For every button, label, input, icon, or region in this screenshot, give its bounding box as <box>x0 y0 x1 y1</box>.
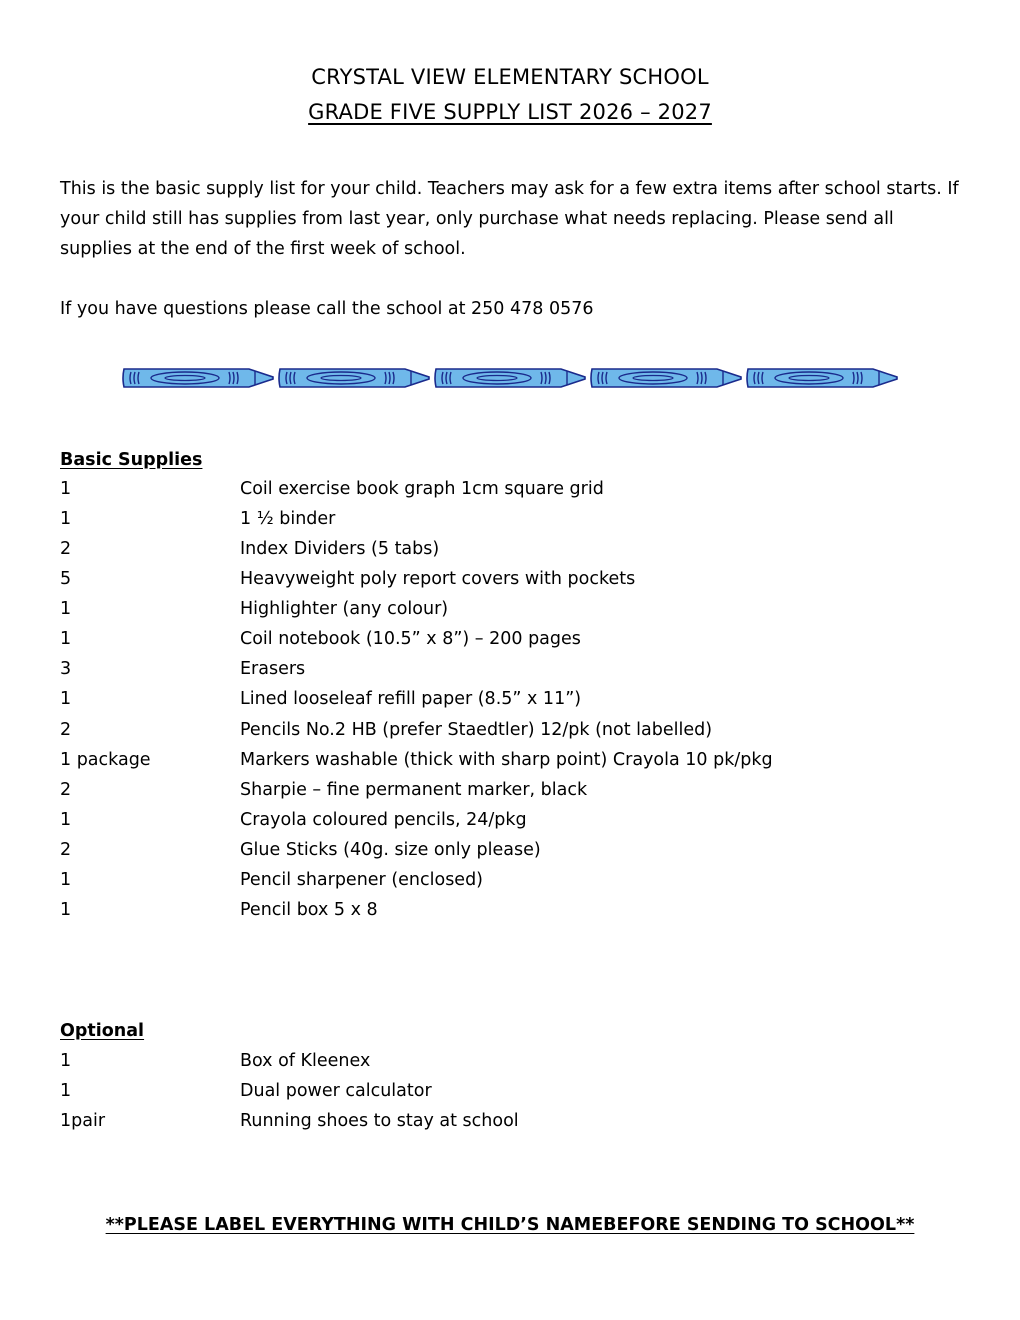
item-quantity: 1 <box>60 509 72 530</box>
list-item <box>60 654 960 684</box>
item-description: Crayola coloured pencils, 24/pkg <box>240 809 527 830</box>
item-description: 1 ½ binder <box>240 509 336 530</box>
item-description: Pencils No.2 HB (prefer Staedtler) 12/pk (not labelled) <box>240 719 713 740</box>
label-notice: **PLEASE LABEL EVERYTHING WITH CHILD’S NAMEBEFORE SENDING TO SCHOOL** <box>105 1215 915 1235</box>
list-item <box>60 594 960 624</box>
item-description: Running shoes to stay at school <box>240 1111 519 1132</box>
crayon-icon <box>279 369 429 387</box>
item-quantity: 2 <box>60 719 72 740</box>
list-item <box>60 775 960 805</box>
item-quantity: 1 <box>60 599 72 620</box>
list-item <box>60 1046 960 1076</box>
item-description: Coil notebook (10.5” x 8”) – 200 pages <box>240 629 581 650</box>
item-quantity: 1 <box>60 869 72 890</box>
basic-supplies-list <box>60 474 960 925</box>
item-quantity: 5 <box>60 569 72 590</box>
item-quantity: 1 package <box>60 749 151 770</box>
list-title-wrapper <box>0 98 1020 126</box>
item-description: Markers washable (thick with sharp point) Crayola 10 pk/pkg <box>240 749 773 770</box>
item-quantity: 2 <box>60 839 72 860</box>
item-description: Index Dividers (5 tabs) <box>240 539 440 560</box>
item-quantity: 1pair <box>60 1111 106 1132</box>
item-quantity: 1 <box>60 629 72 650</box>
item-quantity: 1 <box>60 809 72 830</box>
list-item <box>60 684 960 714</box>
optional-list <box>60 1046 960 1136</box>
item-description: Heavyweight poly report covers with pockets <box>240 569 636 590</box>
crayon-icon <box>591 369 741 387</box>
item-quantity: 1 <box>60 689 72 710</box>
item-quantity: 1 <box>60 899 72 920</box>
list-item <box>60 534 960 564</box>
item-quantity: 2 <box>60 539 72 560</box>
item-description: Glue Sticks (40g. size only please) <box>240 839 541 860</box>
crayon-icon <box>123 369 273 387</box>
item-description: Pencil sharpener (enclosed) <box>240 869 484 890</box>
item-description: Erasers <box>240 659 306 680</box>
list-item <box>60 474 960 504</box>
list-item <box>60 1106 960 1136</box>
crayon-icon <box>435 369 585 387</box>
item-description: Lined looseleaf refill paper (8.5” x 11”) <box>240 689 582 710</box>
item-description: Pencil box 5 x 8 <box>240 899 378 920</box>
item-description: Box of Kleenex <box>240 1051 371 1071</box>
list-item <box>60 745 960 775</box>
item-description: Dual power calculator <box>240 1081 432 1102</box>
item-description: Coil exercise book graph 1cm square grid <box>240 479 604 499</box>
basic-supplies-heading: Basic Supplies <box>60 450 203 470</box>
list-item <box>60 835 960 865</box>
item-quantity: 1 <box>60 1051 72 1071</box>
intro-paragraph: This is the basic supply list for your child. Teachers may ask for a few extra items after school starts. If your child still has supplies from last year, only purchase what needs replacing. Please send all supplies at the end of the first week of school. <box>60 179 959 259</box>
list-item <box>60 805 960 835</box>
item-quantity: 3 <box>60 659 72 680</box>
list-item <box>60 504 960 534</box>
item-description: Sharpie – fine permanent marker, black <box>240 779 588 800</box>
item-quantity: 1 <box>60 1081 72 1102</box>
crayon-icon <box>747 369 897 387</box>
item-quantity: 2 <box>60 779 72 800</box>
list-item <box>60 624 960 654</box>
item-quantity: 1 <box>60 479 72 499</box>
contact-line: If you have questions please call the school at 250 478 0576 <box>60 299 594 319</box>
list-item <box>60 865 960 895</box>
list-item <box>60 564 960 594</box>
item-description: Highlighter (any colour) <box>240 599 449 620</box>
list-title: GRADE FIVE SUPPLY LIST 2026 – 2027 <box>308 100 712 124</box>
list-item <box>60 715 960 745</box>
school-name: CRYSTAL VIEW ELEMENTARY SCHOOL <box>311 65 709 89</box>
optional-heading: Optional <box>60 1021 145 1041</box>
list-item <box>60 895 960 925</box>
list-item <box>60 1076 960 1106</box>
crayon-border <box>121 364 901 392</box>
